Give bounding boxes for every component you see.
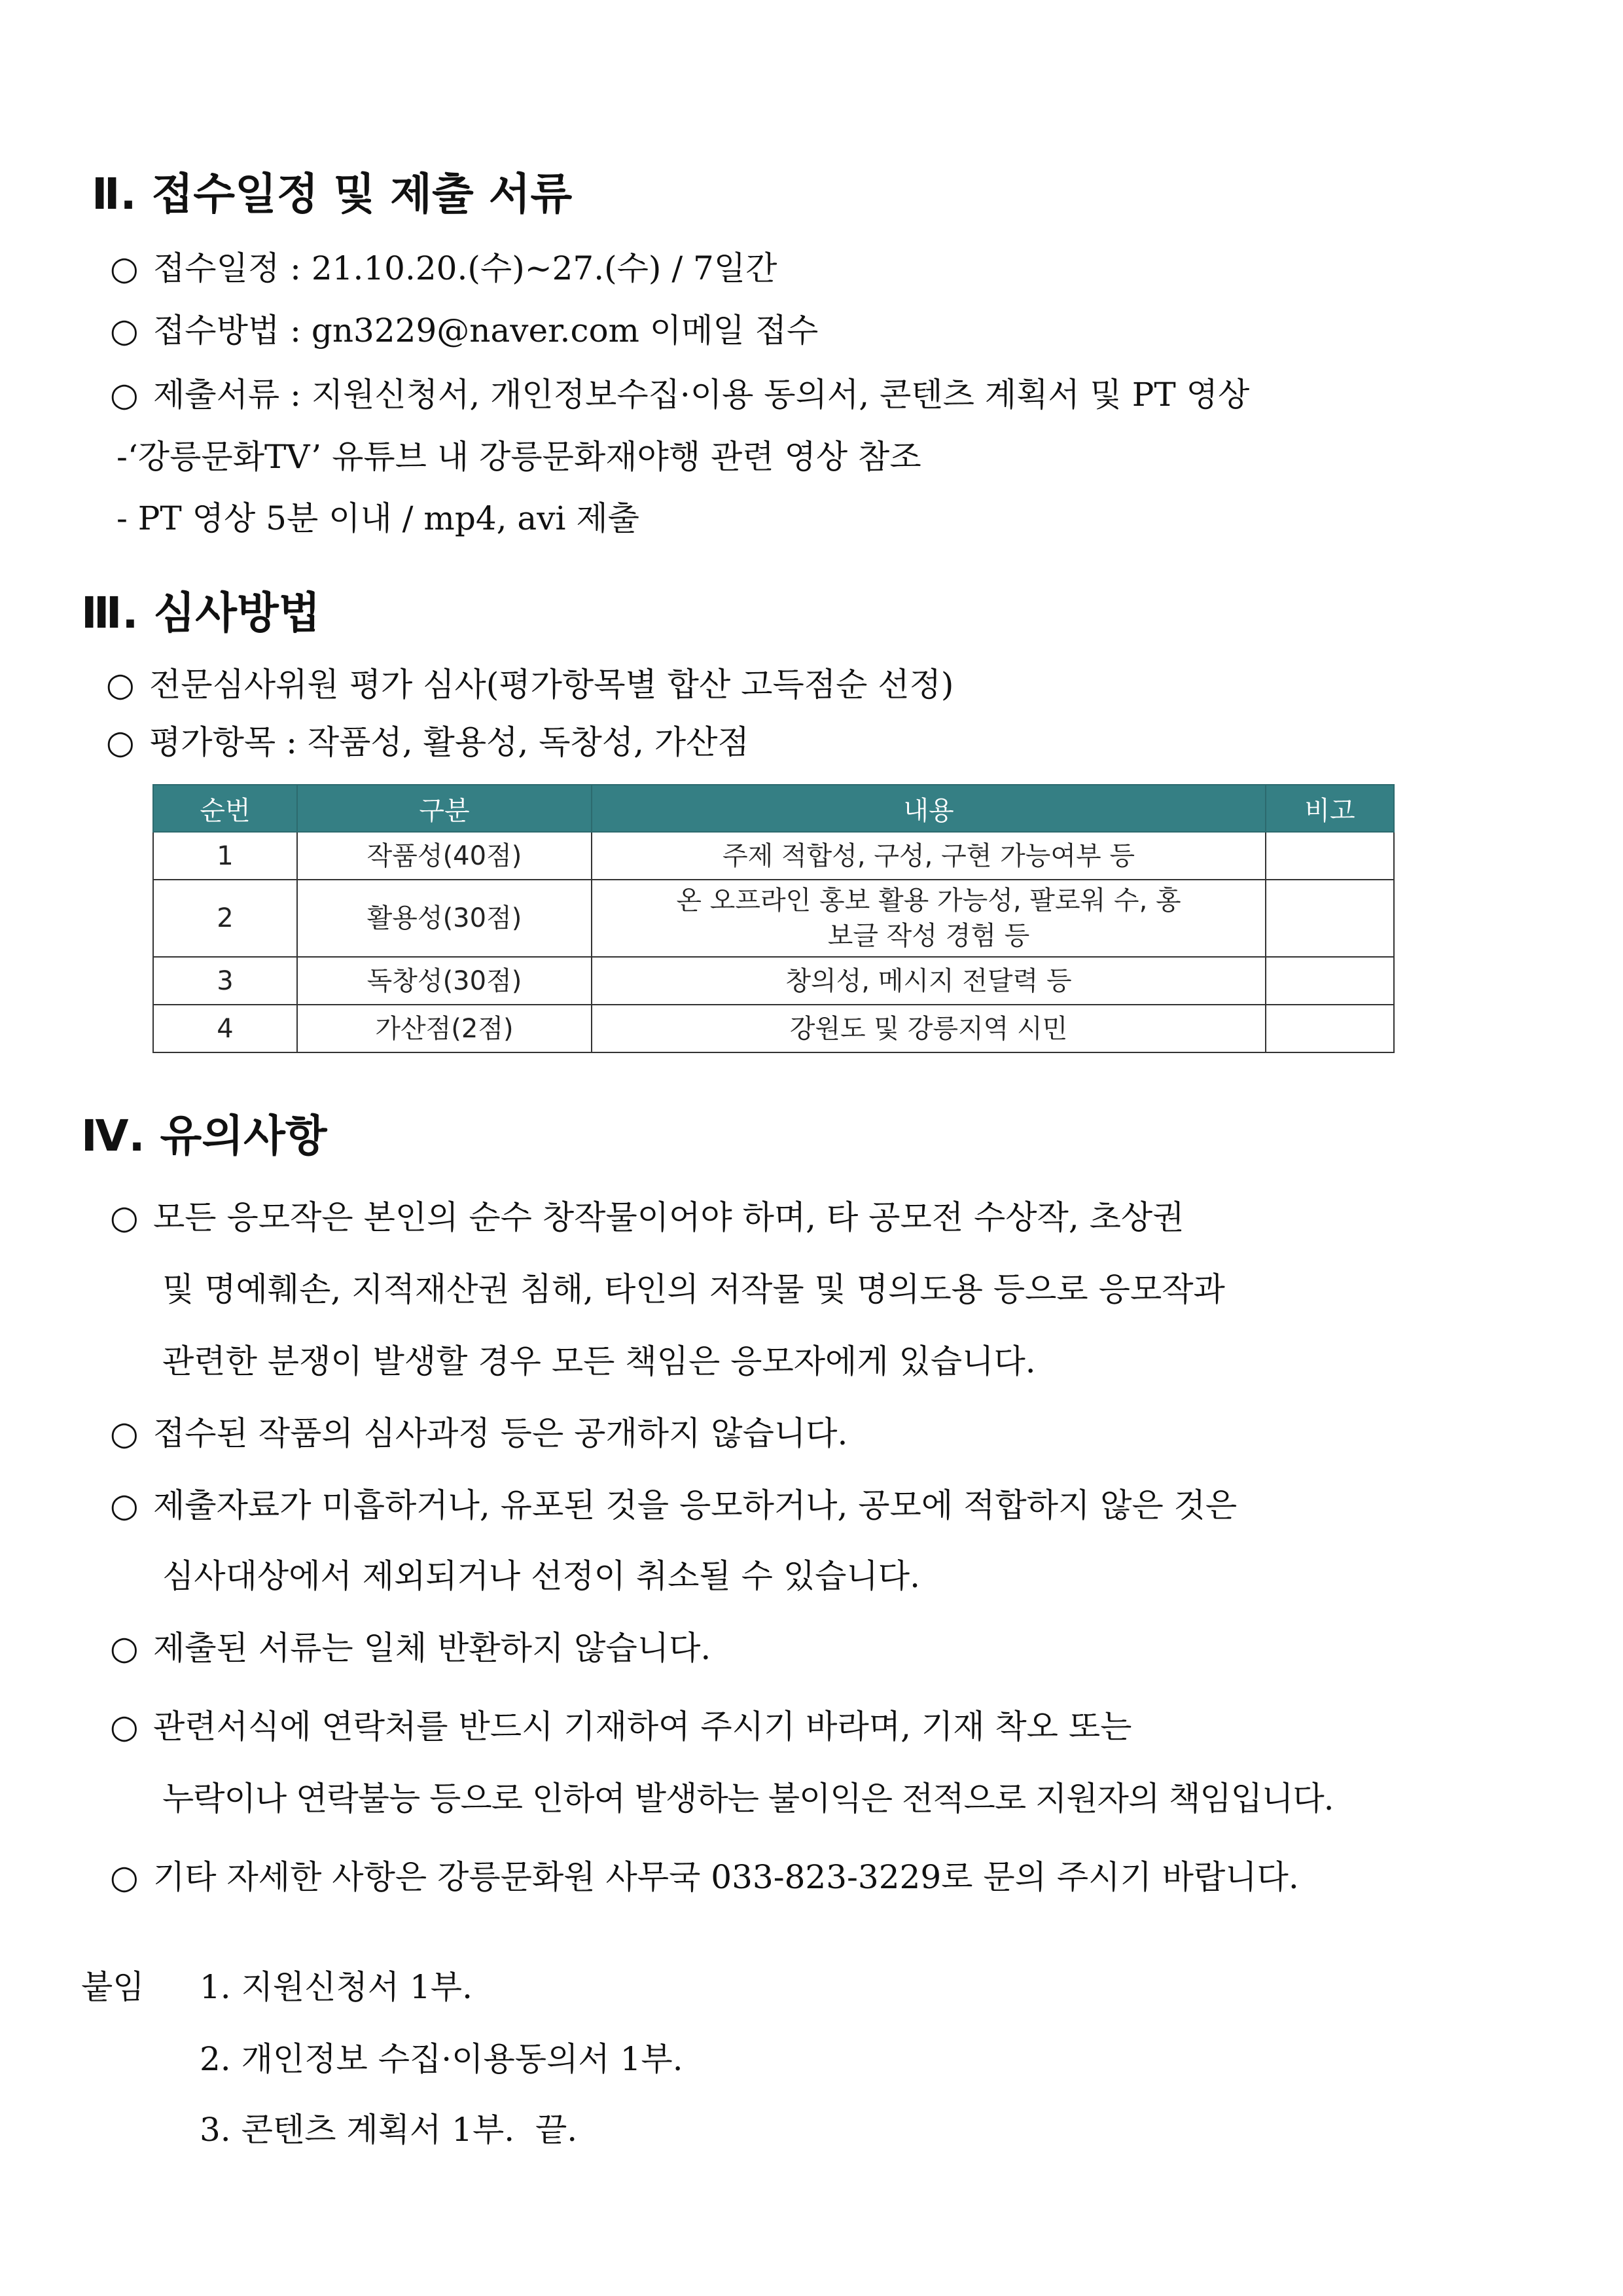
attachment-item: 1. 지원신청서 1부. [200,1968,473,2006]
bullet: ○ [110,1708,139,1746]
item-text: 접수된 작품의 심사과정 등은 공개하지 않습니다. [153,1414,848,1452]
bullet: ○ [110,1414,139,1452]
cell-content: 주제 적합성, 구성, 구현 가능여부 등 [592,832,1266,880]
cell-no: 3 [153,957,297,1005]
header-category: 구분 [297,785,592,832]
table-header-row [153,785,1394,832]
notice-item-no-return [110,1622,711,1669]
bullet: ○ [110,376,139,414]
item-text: 제출자료가 미흡하거나, 유포된 것을 응모하거나, 공모에 적합하지 않은 것은 [153,1486,1238,1524]
list-item-criteria [106,716,749,763]
notice-continuation: 심사대상에서 제외되거나 선정이 취소될 수 있습니다. [162,1557,920,1595]
cell-no: 2 [153,880,297,957]
bullet: ○ [110,1858,139,1896]
cell-category: 가산점(2점) [297,1005,592,1052]
header-note: 비고 [1266,785,1394,832]
cell-no: 4 [153,1005,297,1052]
bullet: ○ [106,723,135,761]
table-row [153,832,1394,880]
list-item-review [106,658,954,706]
table-row [153,880,1394,957]
list-item-documents [110,368,1249,416]
list-item-schedule [110,242,777,289]
notice-continuation: 누락이나 연락불능 등으로 인하여 발생하는 불이익은 전적으로 지원자의 책임입니다. [162,1780,1334,1818]
cell-category: 활용성(30점) [297,880,592,957]
item-text: 제출서류 : 지원신청서, 개인정보수집·이용 동의서, 콘텐츠 계획서 및 PT 영상 [153,376,1250,414]
sub-item-pt-video: - PT 영상 5분 이내 / mp4, avi 제출 [116,499,639,537]
notice-item-originality [110,1191,1185,1238]
bullet: ○ [110,1629,139,1667]
bullet: ○ [110,1486,139,1524]
section-3-heading: Ⅲ. 심사방법 [81,588,321,638]
attachments-label: 붙임 [81,1968,145,2006]
section-4-heading: Ⅳ. 유의사항 [81,1111,327,1161]
evaluation-table [152,784,1395,1053]
notice-item-contact [110,1700,1132,1748]
item-text: 관련서식에 연락처를 반드시 기재하여 주시기 바라며, 기재 착오 또는 [153,1708,1132,1746]
header-content: 내용 [592,785,1266,832]
attachment-item: 3. 콘텐츠 계획서 1부. 끝. [200,2111,578,2149]
table-row [153,1005,1394,1052]
bullet: ○ [106,666,135,704]
item-text: 접수일정 : 21.10.20.(수)~27.(수) / 7일간 [153,249,777,287]
item-text: 기타 자세한 사항은 강릉문화원 사무국 033-823-3229로 문의 주시기 바랍니다. [153,1858,1299,1896]
cell-content: 온 오프라인 홍보 활용 가능성, 팔로워 수, 홍보글 작성 경험 등 [592,880,1266,957]
cell-note [1266,880,1394,957]
item-text: 제출된 서류는 일체 반환하지 않습니다. [153,1629,711,1667]
header-no: 순번 [153,785,297,832]
bullet: ○ [110,1198,139,1236]
cell-note [1266,832,1394,880]
table-row [153,957,1394,1005]
item-text: 전문심사위원 평가 심사(평가항목별 합산 고득점순 선정) [149,666,954,704]
bullet: ○ [110,312,139,350]
notice-continuation: 관련한 분쟁이 발생할 경우 모든 책임은 응모자에게 있습니다. [162,1342,1036,1380]
section-2-heading: Ⅱ. 접수일정 및 제출 서류 [92,169,573,219]
cell-content: 창의성, 메시지 전달력 등 [592,957,1266,1005]
notice-item-private-review [110,1407,847,1454]
cell-no: 1 [153,832,297,880]
cell-category: 독창성(30점) [297,957,592,1005]
cell-note [1266,1005,1394,1052]
cell-content: 강원도 및 강릉지역 시민 [592,1005,1266,1052]
notice-continuation: 및 명예훼손, 지적재산권 침해, 타인의 저작물 및 명의도용 등으로 응모작과 [162,1270,1225,1308]
item-text: 접수방법 : gn3229@naver.com 이메일 접수 [153,312,819,350]
cell-category: 작품성(40점) [297,832,592,880]
cell-note [1266,957,1394,1005]
sub-item-reference: -‘강릉문화TV’ 유튜브 내 강릉문화재야행 관련 영상 참조 [116,438,921,476]
attachment-item: 2. 개인정보 수집·이용동의서 1부. [200,2040,683,2078]
list-item-method [110,304,818,351]
bullet: ○ [110,249,139,287]
notice-item-inquiry [110,1851,1299,1898]
notice-item-exclusion [110,1479,1237,1526]
item-text: 모든 응모작은 본인의 순수 창작물이어야 하며, 타 공모전 수상작, 초상권 [153,1198,1185,1236]
item-text: 평가항목 : 작품성, 활용성, 독창성, 가산점 [149,723,749,761]
